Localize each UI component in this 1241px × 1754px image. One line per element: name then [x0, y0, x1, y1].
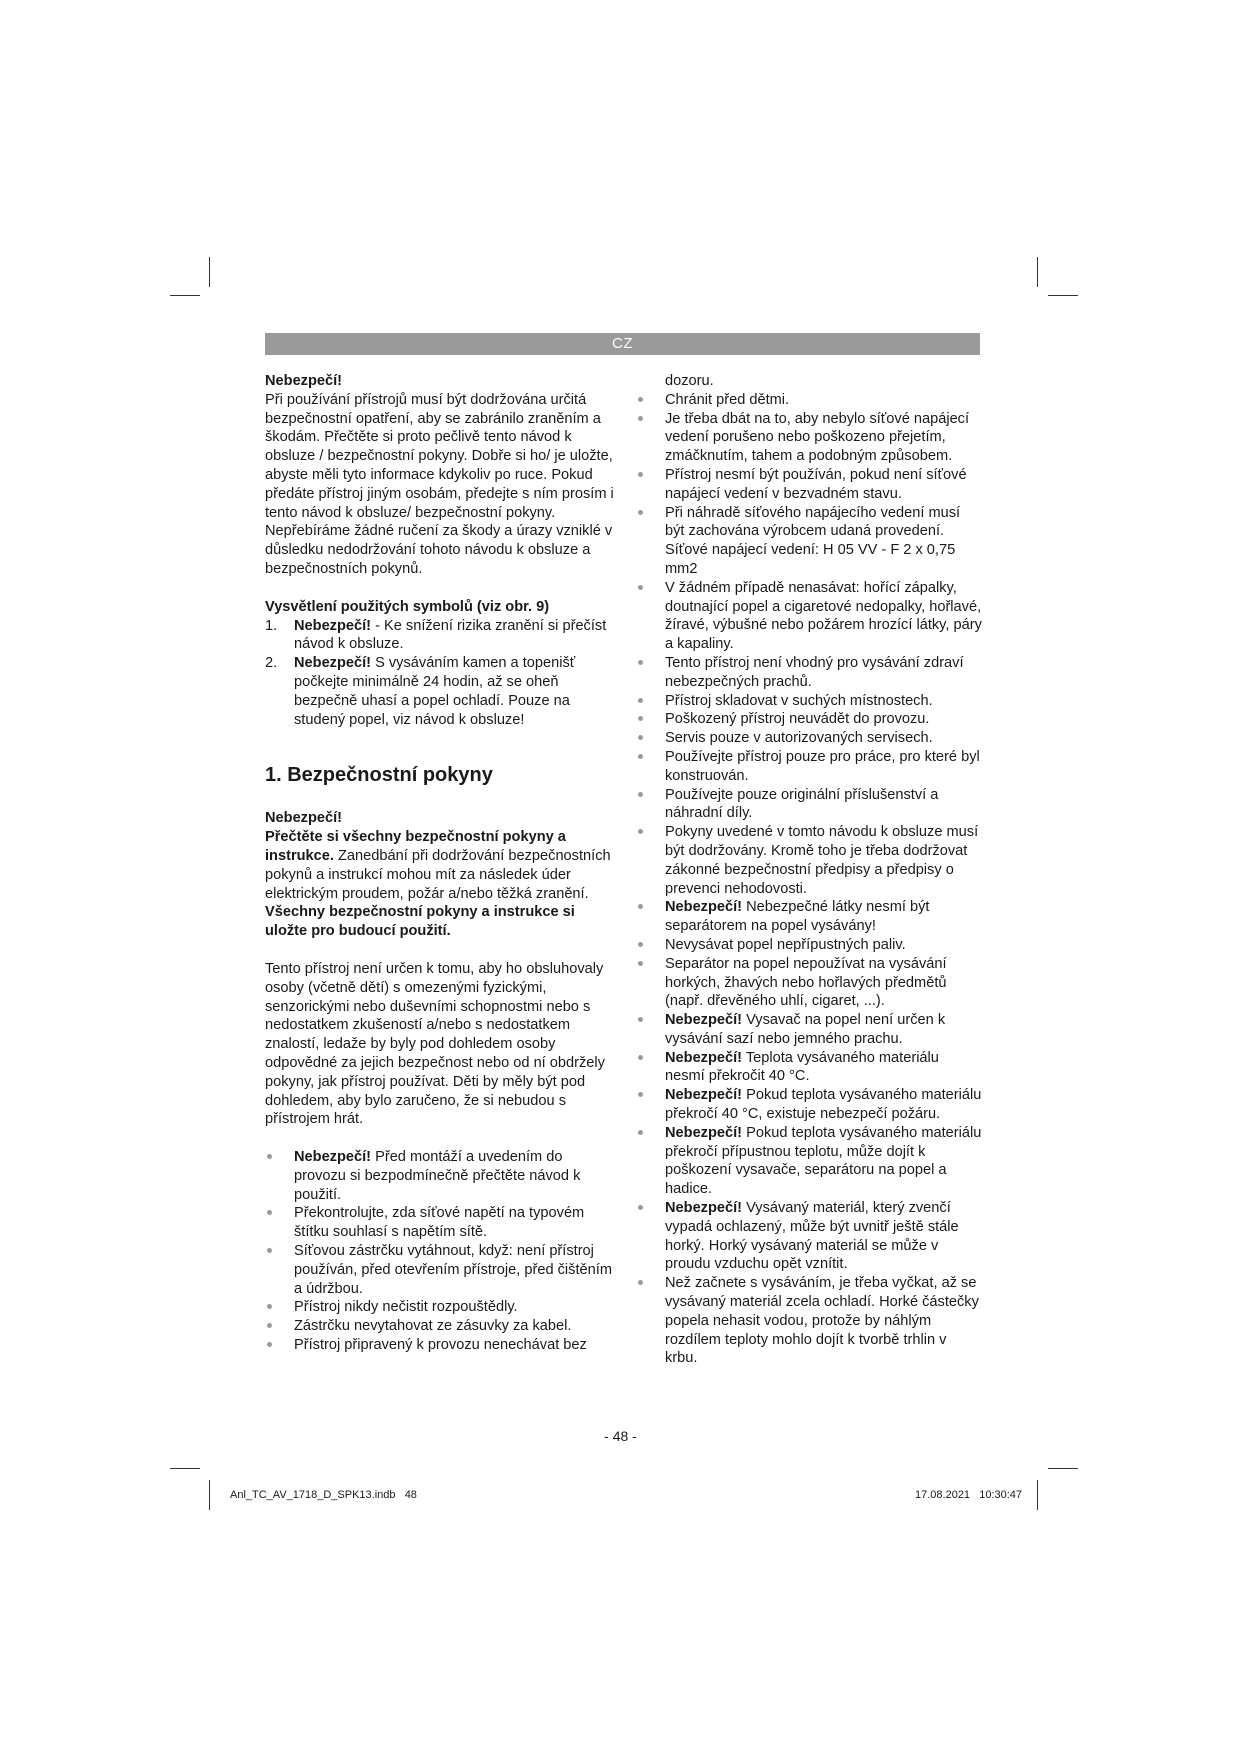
page-number: - 48 -	[604, 1428, 637, 1444]
warning-paragraph: Při používání přístrojů musí být dodržována určitá bezpečnostní opatření, aby se zabránilo zraněním a škodám. Přečtěte si proto pečlivě tento návod k obsluze / bezpečnostní pokyny. Dobře si ho/ je uložte, abyste měli tyto informace kdykoliv po ruce. Pokud předáte přístroj jiným osobám, předejte s ním prosím i tento návod k obsluze/ bezpečnostní pokyny. Nepřebíráme žádné ručení za škody a úrazy vzniklé v důsledku nedodržování tohoto návodu k obsluze a bezpečnostních pokynů.	[265, 391, 614, 577]
list-item: Při náhradě síťového napájecího vedení musí být zachována výrobcem udaná provedení. Síťové napájecí vedení: H 05 VV - F 2 x 0,75 mm2	[636, 504, 982, 579]
list-item: Nebezpečí! Pokud teplota vysávaného materiálu překročí 40 °C, existuje nebezpečí požáru.	[636, 1086, 982, 1124]
symbol-item: 2. Nebezpečí! S vysáváním kamen a topenišť počkejte minimálně 24 hodin, až se oheň bezpečně uhasí a popel ochladí. Pouze na studený popel, viz návod k obsluze!	[265, 655, 576, 728]
language-header-bar: CZ	[265, 333, 980, 355]
safety-bullet-list	[636, 391, 982, 1368]
list-item: Nebezpečí! Vysávaný materiál, který zvenčí vypadá ochlazený, může být uvnitř ještě stále horký. Horký vysávaný materiál se může v proudu vzduchu opět vznítit.	[636, 1199, 982, 1274]
print-file-slug: Anl_TC_AV_1718_D_SPK13.indb 48	[230, 1489, 417, 1501]
safety-instructions-paragraph: Přečtěte si všechny bezpečnostní pokyny a instrukce. Zanedbání při dodržování bezpečnostních pokynů a instrukcí mohou mít za následek úder elektrickým proudem, požár a/nebo těžká zranění. Všechny bezpečnostní pokyny a instrukce si uložte pro budoucí použití.	[265, 829, 611, 940]
list-item: Servis pouze v autorizovaných servisech.	[636, 729, 982, 748]
list-item: Přístroj skladovat v suchých místnostech.	[636, 692, 982, 711]
list-item: Používejte pouze originální příslušenství a náhradní díly.	[636, 786, 982, 824]
list-item: Nebezpečí! Pokud teplota vysávaného materiálu překročí přípustnou teplotu, může dojít k poškození vysavače, separátoru na popel a hadice.	[636, 1124, 982, 1199]
list-item: Než začnete s vysáváním, je třeba vyčkat, až se vysávaný materiál zcela ochladí. Horké částečky popela nehasit vodou, protože by náhlým rozdílem teploty mohlo dojít k tvorbě trhlin v krbu.	[636, 1274, 982, 1368]
symbols-heading: Vysvětlení použitých symbolů (viz obr. 9)	[265, 598, 550, 615]
crop-mark	[1048, 295, 1078, 296]
list-item: Přístroj nesmí být používán, pokud není síťové napájecí vedení v bezvadném stavu.	[636, 466, 982, 504]
list-item: Zástrčku nevytahovat ze zásuvky za kabel.	[265, 1317, 615, 1336]
list-item: Nebezpečí! Vysavač na popel není určen k vysávání sazí nebo jemného prachu.	[636, 1011, 982, 1049]
list-item: Nebezpečí! Před montáží a uvedením do provozu si bezpodmínečně přečtěte návod k použití.	[265, 1148, 615, 1204]
list-item: Nebezpečí! Nebezpečné látky nesmí být separátorem na popel vysávány!	[636, 898, 982, 936]
symbol-item: 1. Nebezpečí! - Ke snížení rizika zranění si přečíst návod k obsluze.	[265, 617, 607, 653]
list-item: Přístroj nikdy nečistit rozpouštědly.	[265, 1298, 615, 1317]
children-paragraph: Tento přístroj není určen k tomu, aby ho obsluhovaly osoby (včetně dětí) s omezenými fyzickými, senzorickými nebo duševními schopnostmi nebo s nedostatkem zkušeností a/nebo s nedostatkem znalostí, ledaže by byly pod dohledem osoby odpovědné za jejich bezpečnost nebo od ní obdržely pokyny, jak přístroj používat. Děti by měly být pod dohledem, aby bylo zaručeno, že si nebudou s přístrojem hrát.	[265, 960, 605, 1128]
list-item: Je třeba dbát na to, aby nebylo síťové napájecí vedení porušeno nebo poškozeno přejetím, zmáčknutím, tahem a podobným způsobem.	[636, 410, 982, 466]
symbols-list	[265, 617, 615, 730]
list-item: Separátor na popel nepoužívat na vysávání horkých, žhavých nebo hořlavých předmětů (např. dřevěného uhlí, cigaret, ...).	[636, 955, 982, 1011]
crop-mark	[170, 295, 200, 296]
continued-text: dozoru.	[665, 373, 714, 389]
list-item: V žádném případě nenasávat: hořící zápalky, doutnající popel a cigaretové nedopalky, hořlavé, žíravé, výbušné nebo požárem hrozící látky, páry a kapaliny.	[636, 579, 982, 654]
warning-heading: Nebezpečí!	[265, 810, 343, 827]
list-item: Používejte přístroj pouze pro práce, pro které byl konstruován.	[636, 748, 982, 786]
list-item: Překontrolujte, zda síťové napětí na typovém štítku souhlasí s napětím sítě.	[265, 1204, 615, 1242]
list-item: Poškozený přístroj neuvádět do provozu.	[636, 710, 982, 729]
list-item: Pokyny uvedené v tomto návodu k obsluze musí být dodržovány. Kromě toho je třeba dodržovat zákonné bezpečnostní předpisy a předpisy o prevenci nehodovosti.	[636, 823, 982, 898]
right-column	[636, 372, 982, 1368]
left-column	[265, 372, 615, 1355]
crop-mark	[209, 257, 210, 287]
crop-mark	[1037, 257, 1038, 287]
section-title: 1. Bezpečnostní pokyny	[265, 764, 493, 787]
list-item: Chránit před dětmi.	[636, 391, 982, 410]
warning-heading: Nebezpečí!	[265, 373, 343, 389]
list-item: Přístroj připravený k provozu nenechávat bez	[265, 1336, 615, 1355]
list-item: Tento přístroj není vhodný pro vysávání zdraví nebezpečných prachů.	[636, 654, 982, 692]
crop-mark	[1037, 1480, 1038, 1510]
list-item: Nebezpečí! Teplota vysávaného materiálu nesmí překročit 40 °C.	[636, 1049, 982, 1087]
crop-mark	[209, 1480, 210, 1510]
list-item: Síťovou zástrčku vytáhnout, když: není přístroj používán, před otevřením přístroje, před čištěním a údržbou.	[265, 1242, 615, 1298]
crop-mark	[1048, 1468, 1078, 1469]
list-item: Nevysávat popel nepřípustných paliv.	[636, 936, 982, 955]
safety-bullet-list	[265, 1148, 615, 1355]
crop-mark	[170, 1468, 200, 1469]
print-timestamp: 17.08.2021 10:30:47	[915, 1489, 1023, 1501]
